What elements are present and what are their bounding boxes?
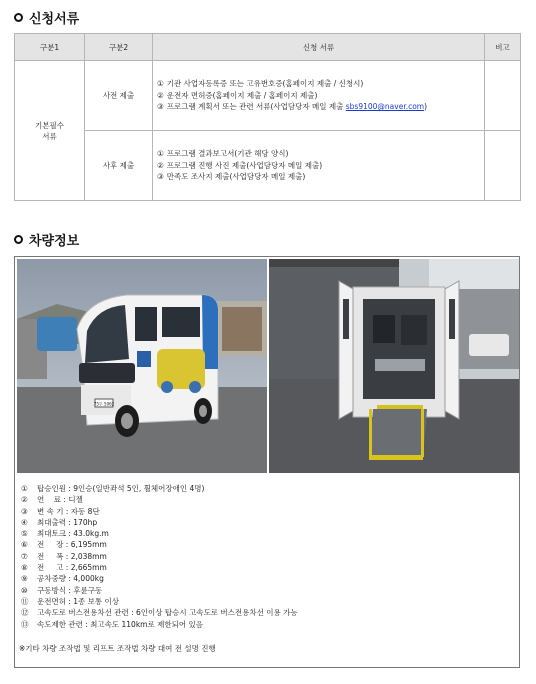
vehicle-note: ※기타 차량 조작법 및 리프트 조작법 차량 대여 전 설명 진행	[19, 644, 216, 653]
vehicle-specs-list	[21, 483, 298, 630]
spec-row: ⑨ 공차중량 : 4,000kg	[21, 574, 104, 584]
spec-row: ⑥ 전 장 : 6,195mm	[21, 540, 107, 550]
list-item: ① 프로그램 결과보고서(기관 해당 양식)	[157, 149, 289, 159]
spec-row: ⑫ 고속도로 버스전용차선 관련 : 6인이상 탑승시 고속도로 버스전용차선 이용 가능	[21, 608, 298, 618]
header-category2: 구분2	[85, 34, 153, 61]
category-basic-required: 기본필수 서류	[15, 61, 85, 201]
group-pre-submission: 사전 제출	[85, 61, 153, 131]
required-documents-table	[14, 33, 521, 201]
remarks-cell	[485, 131, 521, 201]
header-remarks: 비고	[485, 34, 521, 61]
section-title-application-docs	[14, 8, 79, 27]
wheelchair-lift-photo	[269, 259, 519, 473]
list-item: ① 기관 사업자등록증 또는 고유번호증(홈페이지 제출 / 신청시)	[157, 79, 364, 89]
section-title-text: 신청서류	[29, 12, 80, 27]
header-category1: 구분1	[15, 34, 85, 61]
email-link[interactable]: sbs9100@naver.com	[345, 102, 425, 112]
post-submission-items	[153, 131, 485, 201]
section-title-text: 차량정보	[29, 234, 80, 249]
spec-row: ⑩ 구동방식 : 후륜구동	[21, 585, 103, 595]
spec-row: ② 연 료 : 디젤	[21, 495, 83, 505]
table-row	[15, 131, 521, 201]
spec-row: ⑤ 최대토크 : 43.0kg.m	[21, 529, 109, 539]
spec-row: ④ 최대출력 : 170hp	[21, 517, 98, 527]
spec-row: ⑬ 속도제한 관련 : 최고속도 110km로 제한되어 있음	[21, 619, 203, 629]
group-post-submission: 사후 제출	[85, 131, 153, 201]
remarks-cell	[485, 61, 521, 131]
circle-bullet-icon	[14, 13, 23, 22]
table-row	[15, 61, 521, 131]
header-documents: 신청 서류	[153, 34, 485, 61]
pre-submission-items	[153, 61, 485, 131]
section-title-vehicle-info	[14, 230, 79, 249]
list-item: ② 프로그램 진행 사진 제출(사업담당자 메일 제출)	[157, 160, 323, 170]
spec-row: ① 탑승인원 : 9인승(일반좌석 5인, 휠체어장애인 4명)	[21, 484, 205, 493]
table-header-row	[15, 34, 521, 61]
list-item: ② 운전자 면허증(홈페이지 제출 / 홈페이지 제출)	[157, 90, 318, 100]
van-exterior-photo	[17, 259, 267, 473]
vehicle-info-box	[14, 256, 520, 668]
list-item: ③ 만족도 조사지 제출(사업담당자 메일 제출)	[157, 172, 306, 182]
list-item: ③ 프로그램 계획서 또는 관련 서류(사업담당자 메일 제출 sbs9100@naver.com)	[157, 102, 428, 112]
spec-row: ⑪ 운전면허 : 1종 보통 이상	[21, 596, 120, 606]
spec-row: ⑧ 전 고 : 2,665mm	[21, 563, 107, 573]
circle-bullet-icon	[14, 235, 23, 244]
spec-row: ③ 변 속 기 : 자동 8단	[21, 506, 100, 516]
spec-row: ⑦ 전 폭 : 2,038mm	[21, 551, 107, 561]
license-plate: 75무 5062	[93, 401, 115, 407]
